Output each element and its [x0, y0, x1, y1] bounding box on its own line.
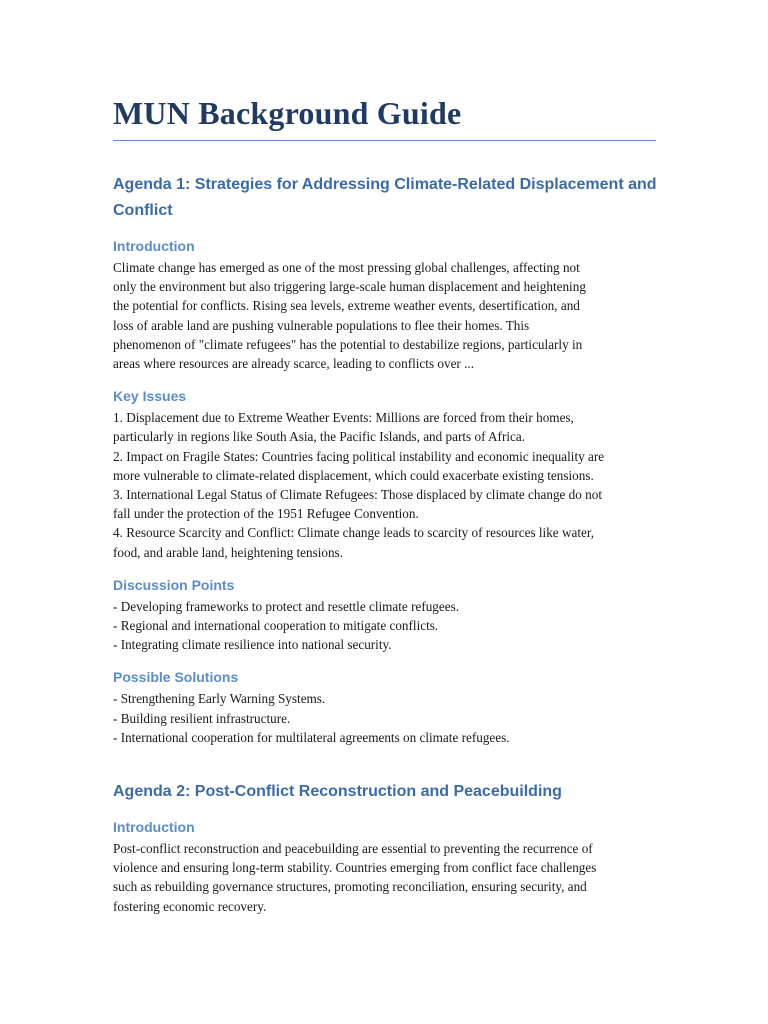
text-line: Climate change has emerged as one of the most pressing global challenges, affecting not [113, 260, 580, 275]
text-line: 2. Impact on Fragile States: Countries facing political instability and economic inequality are [113, 448, 605, 464]
text-line: the potential for conflicts. Rising sea levels, extreme weather events, desertification, and [113, 298, 580, 314]
agenda-1-heading [113, 172, 656, 224]
text-line: particularly in regions like South Asia, the Pacific Islands, and parts of Africa. [113, 429, 526, 445]
agenda-1-possible-solutions-heading: Possible Solutions [113, 669, 239, 686]
document-page [113, 90, 656, 916]
text-line: loss of arable land are pushing vulnerable populations to flee their homes. This [113, 317, 530, 333]
agenda-1-introduction-heading: Introduction [113, 238, 195, 254]
text-line: more vulnerable to climate-related displacement, which could exacerbate existing tensions. [113, 467, 594, 483]
text-line: fall under the protection of the 1951 Refugee Convention. [113, 506, 419, 522]
list-item: - International cooperation for multilateral agreements on climate refugees. [113, 729, 510, 745]
agenda-2-introduction-heading: Introduction [113, 819, 195, 836]
list-item: - Building resilient infrastructure. [113, 710, 291, 726]
text-line: 3. International Legal Status of Climate Refugees: Those displaced by climate change do not [113, 487, 603, 503]
agenda-2-introduction-paragraph [113, 839, 656, 916]
text-line: violence and ensuring long-term stability. Countries emerging from conflict face challenges [113, 860, 597, 876]
agenda-1-key-issues-heading: Key Issues [113, 388, 187, 405]
agenda-1-discussion-points-list [113, 597, 656, 655]
text-line: 1. Displacement due to Extreme Weather Events: Millions are forced from their homes, [113, 410, 574, 426]
text-line: such as rebuilding governance structures, promoting reconciliation, ensuring security, and [113, 879, 587, 895]
text-line: food, and arable land, heightening tensions. [113, 544, 343, 560]
text-line: only the environment but also triggering large-scale human displacement and heightening [113, 279, 586, 295]
document-title: MUN Background Guide [113, 90, 656, 141]
heading-line: Agenda 1: Strategies for Addressing Climate-Related Displacement and [113, 176, 657, 193]
list-item: - Integrating climate resilience into national security. [113, 637, 392, 653]
text-line: areas where resources are already scarce, leading to conflicts over ... [113, 356, 475, 372]
text-line: Post-conflict reconstruction and peacebuilding are essential to preventing the recurrence of [113, 841, 593, 857]
heading-line: Conflict [113, 202, 173, 219]
agenda-2-heading [113, 779, 656, 805]
text-line: fostering economic recovery. [113, 898, 267, 914]
text-line: phenomenon of "climate refugees" has the potential to destabilize regions, particularly in [113, 336, 583, 352]
heading-line: Agenda 2: Post-Conflict Reconstruction and Peacebuilding [113, 783, 562, 801]
agenda-1-discussion-points-heading: Discussion Points [113, 576, 235, 593]
text-line: 4. Resource Scarcity and Conflict: Climate change leads to scarcity of resources like water, [113, 525, 595, 541]
list-item: - Developing frameworks to protect and resettle climate refugees. [113, 598, 460, 614]
list-item: - Strengthening Early Warning Systems. [113, 691, 326, 707]
agenda-1-introduction-paragraph [113, 258, 656, 373]
agenda-1-key-issues-list [113, 408, 656, 562]
list-item: - Regional and international cooperation to mitigate conflicts. [113, 618, 439, 634]
agenda-1-possible-solutions-list [113, 689, 656, 747]
